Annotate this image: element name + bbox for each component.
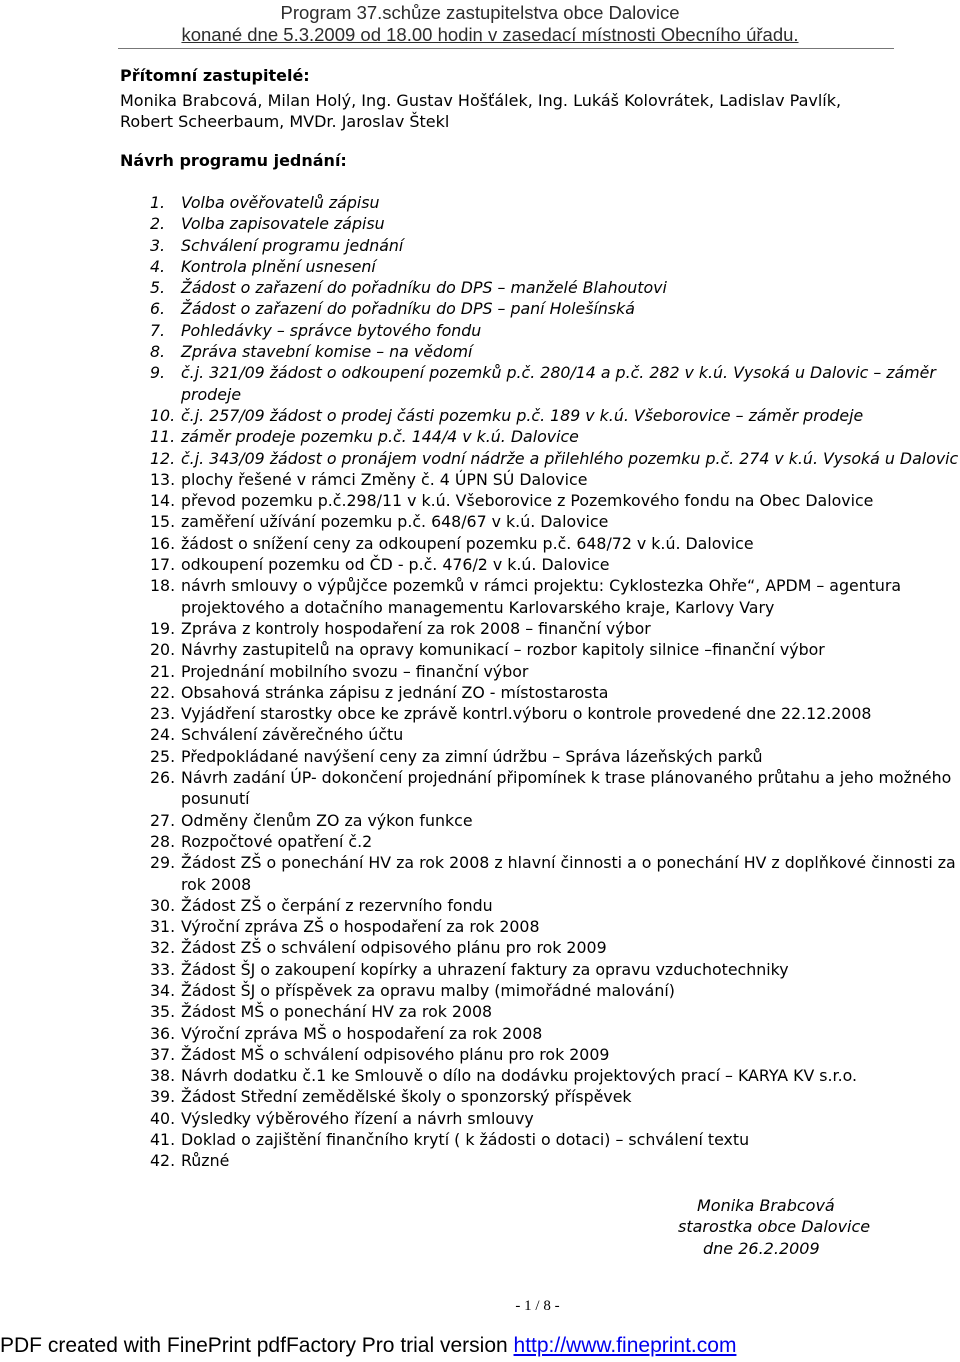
agenda-item (150, 533, 960, 554)
agenda-item (150, 810, 960, 831)
agenda-item-text: odkoupení pozemku od ČD - p.č. 476/2 v k.ú. Dalovice (181, 555, 610, 575)
agenda-item-number: 3. (150, 235, 166, 255)
agenda-item-number: 7. (150, 320, 166, 340)
attendee-line-1: Monika Brabcová, Milan Holý, Ing. Gustav Hošťálek, Ing. Lukáš Kolovrátek, Ladislav Pavlík, (120, 91, 842, 110)
agenda-item (150, 256, 960, 277)
header-divider (118, 48, 894, 49)
agenda-item-text: Výroční zpráva ZŠ o hospodaření za rok 2008 (181, 917, 540, 937)
agenda-item-number: 6. (150, 299, 166, 319)
agenda-item-number: 11. (150, 427, 176, 447)
agenda-item-text: Zpráva z kontroly hospodaření za rok 2008 – finanční výbor (181, 618, 651, 638)
agenda-item-text: zaměření užívání pozemku p.č. 648/67 v k.ú. Dalovice (181, 512, 609, 532)
present-heading: Přítomní zastupitelé: (120, 66, 310, 85)
agenda-item-number: 28. (150, 831, 176, 851)
agenda-item-number: 10. (150, 405, 176, 425)
agenda-item (150, 213, 960, 234)
agenda-item-text: Žádost ZŠ o ponechání HV za rok 2008 z hlavní činnosti a o ponechání HV z doplňkové činnosti za rok 2008 (181, 853, 956, 894)
agenda-item (150, 831, 960, 852)
agenda-item-text: č.j. 257/09 žádost o prodej části pozemku p.č. 189 v k.ú. Všeborovice – záměr prodeje (181, 405, 864, 425)
agenda-item-number: 30. (150, 895, 176, 915)
header-line-2: konané dne 5.3.2009 od 18.00 hodin v zasedací místnosti Obecního úřadu. (181, 24, 799, 45)
agenda-item (150, 852, 960, 895)
agenda-item-number: 1. (150, 193, 166, 212)
agenda-item (150, 1129, 960, 1150)
agenda-item-number: 23. (150, 704, 176, 724)
agenda-item-number: 22. (150, 682, 176, 702)
agenda-item-text: Žádost Střední zemědělské školy o sponzorský příspěvek (181, 1087, 632, 1107)
agenda-item-text: Různé (181, 1151, 230, 1171)
agenda-item-text: Žádost MŠ o schválení odpisového plánu pro rok 2009 (181, 1044, 610, 1064)
agenda-item-text: záměr prodeje pozemku p.č. 144/4 v k.ú. Dalovice (181, 427, 579, 447)
pdf-footer (0, 1334, 736, 1358)
agenda-item-text: Pohledávky – správce bytového fondu (181, 320, 482, 340)
agenda-item-text: Návrh dodatku č.1 ke Smlouvě o dílo na dodávku projektových prací – KARYA KV s.r.o. (181, 1066, 857, 1086)
agenda-item-number: 21. (150, 661, 176, 681)
agenda-item-text: č.j. 343/09 žádost o pronájem vodní nádrže a přilehlého pozemku p.č. 274 v k.ú. Vysoká u Dalovic (181, 448, 959, 468)
agenda-item (150, 448, 960, 469)
agenda-item-number: 33. (150, 959, 176, 979)
agenda-item (150, 959, 960, 980)
footer-text: PDF created with FinePrint pdfFactory Pro trial version (0, 1334, 514, 1357)
agenda-item (150, 724, 960, 745)
agenda-item-number: 4. (150, 256, 166, 276)
agenda-item-number: 38. (150, 1066, 176, 1086)
agenda-item-text: Schválení závěrečného účtu (181, 725, 404, 745)
agenda-item-text: Volba ověřovatelů zápisu (181, 193, 380, 212)
signature-name: Monika Brabcová (697, 1196, 835, 1215)
agenda-item-text: návrh smlouvy o výpůjčce pozemků v rámci projektu: Cyklostezka Ohře“, APDM – agentura projektového a dotačního managementu Karlovarského kraje, Karlovy Vary (181, 576, 902, 617)
agenda-item-text: Zpráva stavební komise – na vědomí (181, 342, 473, 362)
agenda-item-number: 36. (150, 1023, 176, 1043)
agenda-item (150, 490, 960, 511)
agenda-item (150, 916, 960, 937)
agenda-item-text: Žádost ŠJ o zakoupení kopírky a uhrazení faktury za opravu vzduchotechniky (181, 959, 789, 979)
agenda-item-number: 35. (150, 1002, 176, 1022)
agenda-item-text: Rozpočtové opatření č.2 (181, 831, 373, 851)
page-number: - 1 / 8 - (515, 1298, 560, 1314)
agenda-item (150, 1044, 960, 1065)
agenda-item (150, 320, 960, 341)
agenda-item-text: Výsledky výběrového řízení a návrh smlouvy (181, 1108, 534, 1128)
agenda-item (150, 661, 960, 682)
agenda-item-text: Schválení programu jednání (181, 235, 404, 255)
agenda-item-number: 41. (150, 1130, 176, 1150)
agenda-list (150, 192, 960, 1172)
header-line-1: Program 37.schůze zastupitelstva obce Dalovice (280, 2, 680, 23)
agenda-item-text: Žádost MŠ o ponechání HV za rok 2008 (181, 1002, 493, 1022)
agenda-item-number: 20. (150, 640, 176, 660)
agenda-item (150, 362, 960, 405)
agenda-item (150, 895, 960, 916)
agenda-item-number: 34. (150, 980, 176, 1000)
agenda-item-number: 9. (150, 363, 166, 383)
agenda-item (150, 235, 960, 256)
agenda-item (150, 1108, 960, 1129)
agenda-item-number: 42. (150, 1151, 176, 1171)
agenda-item (150, 511, 960, 532)
agenda-item-text: Kontrola plnění usnesení (181, 256, 376, 276)
agenda-item-number: 25. (150, 746, 176, 766)
agenda-item-number: 32. (150, 938, 176, 958)
agenda-item-text: č.j. 321/09 žádost o odkoupení pozemků p.č. 280/14 a p.č. 282 v k.ú. Vysoká u Dalovic – záměr prodeje (181, 363, 936, 404)
agenda-item (150, 277, 960, 298)
agenda-item (150, 618, 960, 639)
agenda-item (150, 937, 960, 958)
agenda-item-text: Projednání mobilního svozu – finanční výbor (181, 661, 529, 681)
agenda-item-number: 2. (150, 214, 166, 234)
agenda-item (150, 1086, 960, 1107)
agenda-item-number: 15. (150, 512, 176, 532)
document-header (0, 2, 960, 46)
agenda-item (150, 703, 960, 724)
agenda-item-text: Doklad o zajištění finančního krytí ( k žádosti o dotaci) – schválení textu (181, 1130, 750, 1150)
agenda-item-number: 16. (150, 533, 176, 553)
agenda-item-text: žádost o snížení ceny za odkoupení pozemku p.č. 648/72 v k.ú. Dalovice (181, 533, 754, 553)
agenda-item (150, 1150, 960, 1171)
agenda-heading: Návrh programu jednání: (120, 151, 347, 170)
agenda-item (150, 298, 960, 319)
agenda-item-number: 27. (150, 810, 176, 830)
agenda-item-text: Žádost ZŠ o čerpání z rezervního fondu (181, 895, 493, 915)
agenda-item (150, 469, 960, 490)
agenda-item-number: 8. (150, 342, 166, 362)
agenda-item (150, 767, 960, 810)
agenda-item (150, 682, 960, 703)
agenda-item-number: 29. (150, 853, 176, 873)
agenda-item-text: Obsahová stránka zápisu z jednání ZO - místostarosta (181, 682, 609, 702)
agenda-item-number: 24. (150, 725, 176, 745)
agenda-item (150, 1001, 960, 1022)
agenda-item-text: Výroční zpráva MŠ o hospodaření za rok 2008 (181, 1023, 543, 1043)
agenda-item (150, 1065, 960, 1086)
agenda-item-number: 5. (150, 278, 166, 298)
agenda-item-number: 19. (150, 618, 176, 638)
agenda-item (150, 980, 960, 1001)
signature-date: dne 26.2.2009 (703, 1239, 820, 1258)
signature-role: starostka obce Dalovice (678, 1217, 871, 1236)
agenda-item-text: Předpokládané navýšení ceny za zimní údržbu – Správa lázeňských parků (181, 746, 763, 766)
agenda-item-number: 12. (150, 448, 176, 468)
agenda-item (150, 192, 960, 213)
agenda-item (150, 746, 960, 767)
agenda-item (150, 639, 960, 660)
attendee-line-2: Robert Scheerbaum, MVDr. Jaroslav Štekl (120, 112, 450, 131)
attendee-list (120, 90, 940, 132)
agenda-item-text: Žádost ŠJ o příspěvek za opravu malby (mimořádné malování) (181, 980, 675, 1000)
agenda-item-number: 26. (150, 768, 176, 788)
agenda-item (150, 1023, 960, 1044)
agenda-item-number: 31. (150, 917, 176, 937)
agenda-item (150, 426, 960, 447)
agenda-item-number: 18. (150, 576, 176, 596)
agenda-item-text: Žádost o zařazení do pořadníku do DPS – paní Holešínská (181, 299, 635, 319)
agenda-item-text: Žádost ZŠ o schválení odpisového plánu pro rok 2009 (181, 938, 607, 958)
agenda-item-text: plochy řešené v rámci Změny č. 4 ÚPN SÚ Dalovice (181, 469, 588, 489)
agenda-item-number: 39. (150, 1087, 176, 1107)
agenda-item-number: 17. (150, 555, 176, 575)
agenda-item (150, 575, 960, 618)
agenda-item-number: 14. (150, 491, 176, 511)
agenda-item-text: převod pozemku p.č.298/11 v k.ú. Všeborovice z Pozemkového fondu na Obec Dalovice (181, 491, 874, 511)
agenda-item-text: Vyjádření starostky obce ke zprávě kontrl.výboru o kontrole provedené dne 22.12.2008 (181, 704, 872, 724)
agenda-item-text: Odměny členům ZO za výkon funkce (181, 810, 473, 830)
agenda-item-text: Volba zapisovatele zápisu (181, 214, 385, 234)
agenda-item-text: Žádost o zařazení do pořadníku do DPS – manželé Blahoutovi (181, 278, 667, 298)
agenda-item-text: Návrh zadání ÚP- dokončení projednání připomínek k trase plánovaného průtahu a jeho možného posunutí (181, 768, 952, 809)
agenda-item (150, 341, 960, 362)
agenda-item-text: Návrhy zastupitelů na opravy komunikací – rozbor kapitoly silnice –finanční výbor (181, 640, 825, 660)
agenda-item-number: 37. (150, 1044, 176, 1064)
agenda-item (150, 554, 960, 575)
footer-link[interactable]: http://www.fineprint.com (513, 1334, 737, 1357)
agenda-item-number: 40. (150, 1108, 176, 1128)
agenda-item-number: 13. (150, 469, 176, 489)
agenda-item (150, 405, 960, 426)
